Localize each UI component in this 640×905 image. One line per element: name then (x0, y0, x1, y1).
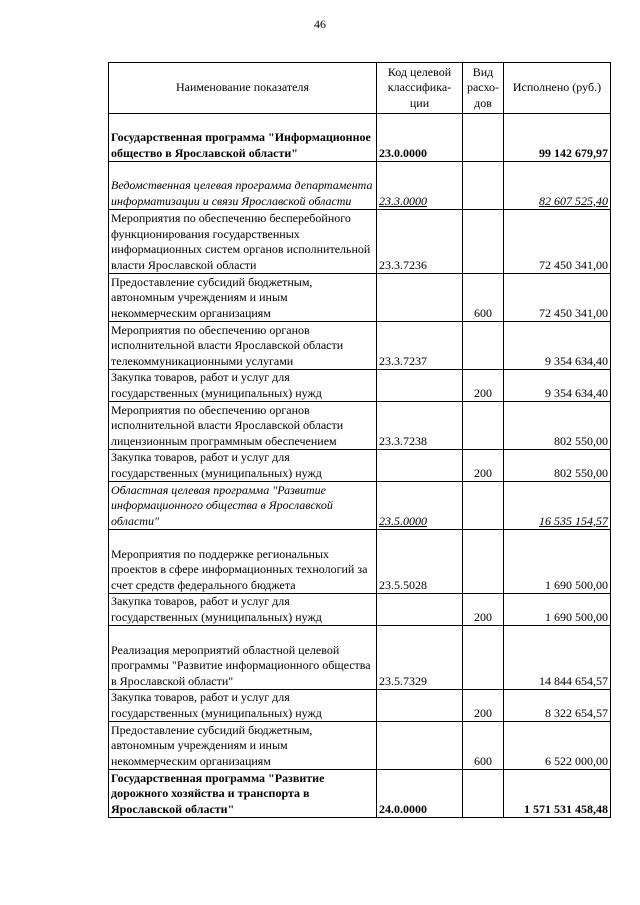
row-expense-kind (463, 210, 504, 274)
row-target-code: 23.5.5028 (377, 530, 463, 594)
header-target-code: Код целевой классифика-ции (377, 63, 463, 114)
row-expense-kind: 200 (463, 690, 504, 722)
table-row (109, 210, 611, 274)
row-target-code (377, 274, 463, 322)
table-row (109, 594, 611, 626)
row-target-code: 23.3.7236 (377, 210, 463, 274)
table-row (109, 530, 611, 594)
row-indicator-name: Мероприятия по поддержке региональных проектов в сфере информационных технологий за счет средств федерального бюджета (109, 530, 377, 594)
row-target-code: 23.0.0000 (377, 114, 463, 162)
budget-execution-table (108, 62, 611, 818)
row-executed-sum: 6 522 000,00 (504, 722, 611, 770)
row-expense-kind: 200 (463, 594, 504, 626)
row-executed-sum: 9 354 634,40 (504, 370, 611, 402)
row-indicator-name: Реализация мероприятий областной целевой программы "Развитие информационного общества в Ярославской области" (109, 626, 377, 690)
row-executed-sum: 1 690 500,00 (504, 530, 611, 594)
row-target-code: 23.5.7329 (377, 626, 463, 690)
row-expense-kind (463, 530, 504, 594)
row-executed-sum: 1 571 531 458,48 (504, 770, 611, 818)
row-indicator-name: Государственная программа "Информационное общество в Ярославской области" (109, 114, 377, 162)
row-indicator-name: Закупка товаров, работ и услуг для государственных (муниципальных) нужд (109, 690, 377, 722)
table-row (109, 690, 611, 722)
header-executed-sum: Исполнено (руб.) (504, 63, 611, 114)
row-executed-sum: 8 322 654,57 (504, 690, 611, 722)
row-expense-kind (463, 322, 504, 370)
table-row (109, 274, 611, 322)
row-target-code: 23.3.7238 (377, 402, 463, 450)
table-header-row (109, 63, 611, 114)
row-indicator-name: Закупка товаров, работ и услуг для государственных (муниципальных) нужд (109, 450, 377, 482)
header-expense-kind: Вид расхо-дов (463, 63, 504, 114)
row-executed-sum: 14 844 654,57 (504, 626, 611, 690)
table-row (109, 482, 611, 530)
row-indicator-name: Предоставление субсидий бюджетным, автономным учреждениям и иным некоммерческим организациям (109, 274, 377, 322)
row-executed-sum: 1 690 500,00 (504, 594, 611, 626)
row-expense-kind (463, 770, 504, 818)
header-indicator-name: Наименование показателя (109, 63, 377, 114)
row-expense-kind (463, 402, 504, 450)
row-indicator-name: Мероприятия по обеспечению органов исполнительной власти Ярославской области лицензионным программным обеспечением (109, 402, 377, 450)
row-indicator-name: Ведомственная целевая программа департамента информатизации и связи Ярославской области (109, 162, 377, 210)
row-indicator-name: Мероприятия по обеспечению органов исполнительной власти Ярославской области телекоммуникационными услугами (109, 322, 377, 370)
table-row (109, 722, 611, 770)
row-expense-kind: 200 (463, 370, 504, 402)
row-target-code (377, 722, 463, 770)
row-executed-sum: 72 450 341,00 (504, 210, 611, 274)
row-expense-kind (463, 162, 504, 210)
row-target-code (377, 690, 463, 722)
row-target-code (377, 450, 463, 482)
row-indicator-name: Предоставление субсидий бюджетным, автономным учреждениям и иным некоммерческим организациям (109, 722, 377, 770)
row-indicator-name: Закупка товаров, работ и услуг для государственных (муниципальных) нужд (109, 370, 377, 402)
row-expense-kind (463, 114, 504, 162)
page-number: 46 (314, 17, 326, 31)
row-indicator-name: Мероприятия по обеспечению бесперебойного функционирования государственных информационных систем органов исполнительной власти Ярославской области (109, 210, 377, 274)
row-target-code: 23.3.0000 (377, 162, 463, 210)
row-executed-sum: 9 354 634,40 (504, 322, 611, 370)
row-executed-sum: 802 550,00 (504, 450, 611, 482)
table-row (109, 450, 611, 482)
row-indicator-name: Государственная программа "Развитие дорожного хозяйства и транспорта в Ярославской области" (109, 770, 377, 818)
row-expense-kind: 600 (463, 722, 504, 770)
row-executed-sum: 82 607 525,40 (504, 162, 611, 210)
row-executed-sum: 802 550,00 (504, 402, 611, 450)
row-indicator-name: Областная целевая программа "Развитие информационного общества в Ярославской области" (109, 482, 377, 530)
row-executed-sum: 16 535 154,57 (504, 482, 611, 530)
row-expense-kind: 600 (463, 274, 504, 322)
row-executed-sum: 72 450 341,00 (504, 274, 611, 322)
table-row (109, 402, 611, 450)
row-indicator-name: Закупка товаров, работ и услуг для государственных (муниципальных) нужд (109, 594, 377, 626)
row-expense-kind: 200 (463, 450, 504, 482)
table-row (109, 770, 611, 818)
row-target-code: 24.0.0000 (377, 770, 463, 818)
table-row (109, 162, 611, 210)
row-target-code: 23.3.7237 (377, 322, 463, 370)
row-target-code (377, 594, 463, 626)
table-row (109, 370, 611, 402)
row-expense-kind (463, 482, 504, 530)
table-row (109, 626, 611, 690)
row-expense-kind (463, 626, 504, 690)
row-target-code (377, 370, 463, 402)
table-body (109, 114, 611, 818)
row-executed-sum: 99 142 679,97 (504, 114, 611, 162)
row-target-code: 23.5.0000 (377, 482, 463, 530)
table-row (109, 114, 611, 162)
table-row (109, 322, 611, 370)
